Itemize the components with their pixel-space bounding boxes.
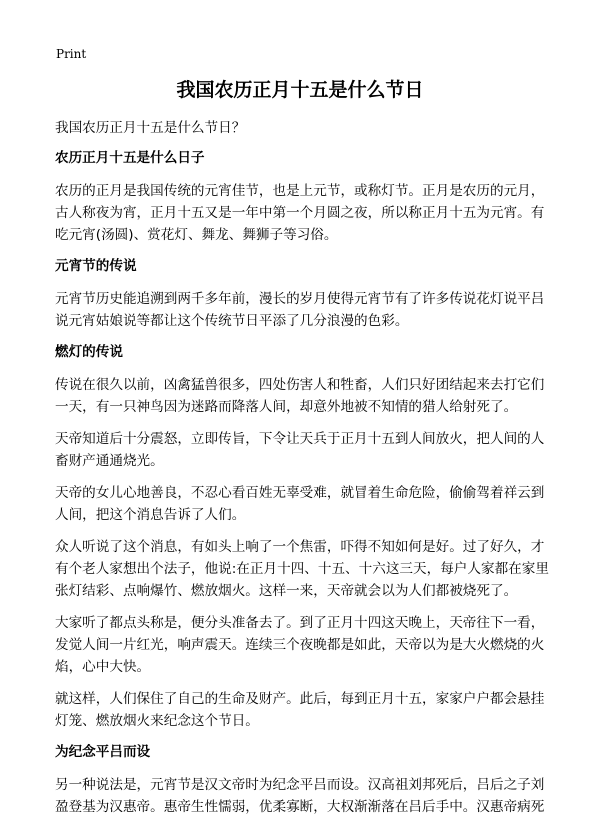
paragraph: 众人听说了这个消息，有如头上响了一个焦雷，吓得不知如何是好。过了好久，才有个老人家想出个法子，他说:在正月十四、十五、十六这三天，每户人家都在家里张灯结彩、点响爆竹、燃放烟火。这样一来，天帝就会以为人们都被烧死了。	[55, 539, 549, 599]
paragraph: 传说在很久以前，凶禽猛兽很多，四处伤害人和牲畜，人们只好团结起来去打它们一天，有一只神鸟因为迷路而降落人间，却意外地被不知情的猎人给射死了。	[55, 377, 545, 415]
article-body	[55, 118, 555, 828]
section-heading: 元宵节的传说	[55, 258, 137, 274]
article-intro: 我国农历正月十五是什么节日？	[55, 120, 246, 136]
paragraph: 就这样，人们保住了自己的生命及财产。此后，每到正月十五，家家户户都会悬挂灯笼、燃放烟火来纪念这个节日。	[55, 691, 545, 729]
section-festival-date	[55, 148, 555, 246]
paragraph: 天帝知道后十分震怒，立即传旨，下令让天兵于正月十五到人间放火，把人间的人畜财产通通烧光。	[55, 431, 545, 469]
section-legend-overview	[55, 256, 555, 332]
paragraph: 大家听了都点头称是，便分头准备去了。到了正月十四这天晚上，天帝往下一看，发觉人间一片红光，响声震天。连续三个夜晚都是如此，天帝以为是大火燃烧的火焰，心中大快。	[55, 615, 545, 675]
section-heading: 燃灯的传说	[55, 344, 123, 360]
section-lantern-legend	[55, 342, 555, 732]
paragraph: 天帝的女儿心地善良，不忍心看百姓无辜受难，就冒着生命危险，偷偷驾着祥云到人间，把这个消息告诉了人们。	[55, 485, 545, 523]
paragraph: 元宵节历史能追溯到两千多年前，漫长的岁月使得元宵节有了许多传说花灯说平吕说元宵姑娘说等都让这个传统节日平添了几分浪漫的色彩。	[55, 291, 545, 329]
section-heading: 为纪念平吕而设	[55, 744, 151, 760]
section-heading: 农历正月十五是什么日子	[55, 150, 205, 166]
print-link[interactable]: Print	[56, 47, 87, 61]
paragraph: 农历的正月是我国传统的元宵佳节，也是上元节，或称灯节。正月是农历的元月，古人称夜为宵，正月十五又是一年中第一个月圆之夜，所以称正月十五为元宵。有吃元宵(汤圆)、赏花灯、舞龙、舞狮子等习俗。	[55, 183, 545, 243]
article-title: 我国农历正月十五是什么节日	[176, 79, 424, 101]
section-pinglu-commemoration	[55, 742, 555, 818]
paragraph: 另一种说法是，元宵节是汉文帝时为纪念平吕而设。汉高祖刘邦死后，吕后之子刘盈登基为汉惠帝。惠帝生性懦弱，优柔寡断，大权渐渐落在吕后手中。汉惠帝病死	[55, 777, 545, 815]
